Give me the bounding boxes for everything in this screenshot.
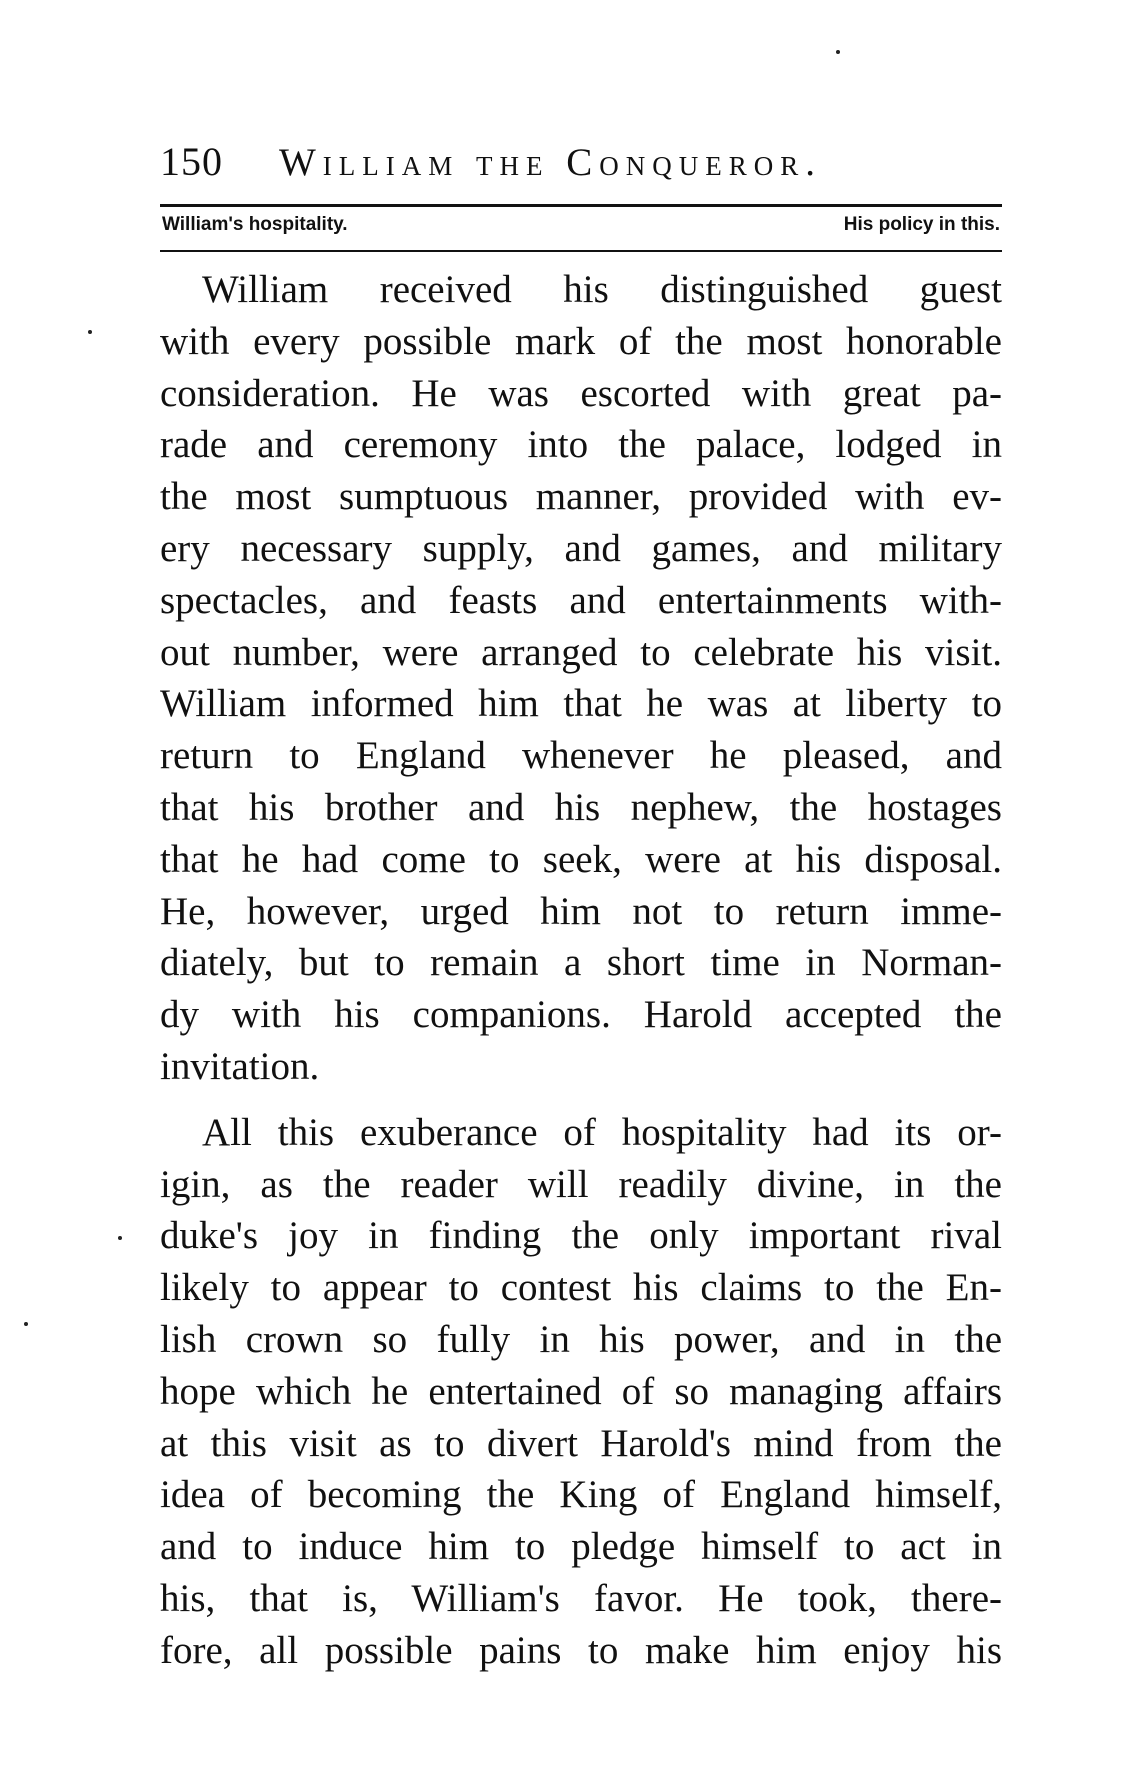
text-line: out number, were arranged to celebrate his visit. xyxy=(160,630,1002,674)
text-line: with every possible mark of the most honorable xyxy=(160,319,1002,363)
text-line: duke's joy in finding the only important rival xyxy=(160,1214,1002,1258)
text-line: consideration. He was escorted with great pa- xyxy=(160,371,1002,415)
paragraph-gap xyxy=(160,1093,1002,1107)
sidenote-left: William's hospitality. xyxy=(162,214,348,235)
text-line: ery necessary supply, and games, and military xyxy=(160,526,1002,570)
sidenote-right: His policy in this. xyxy=(843,214,1000,235)
print-speck xyxy=(118,1236,122,1240)
text-line: igin, as the reader will readily divine, in the xyxy=(160,1162,1002,1206)
text-line: spectacles, and feasts and entertainments with- xyxy=(160,578,1002,622)
print-speck xyxy=(836,50,840,54)
text-line: lish crown so fully in his power, and in the xyxy=(160,1317,1002,1361)
text-line: fore, all possible pains to make him enjoy his xyxy=(160,1628,1002,1672)
text-line: hope which he entertained of so managing affairs xyxy=(160,1369,1002,1413)
text-line: his, that is, William's favor. He took, there- xyxy=(160,1576,1002,1620)
text-line: that his brother and his nephew, the hostages xyxy=(160,785,1002,829)
text-line: William informed him that he was at liberty to xyxy=(160,682,1002,726)
body-text xyxy=(160,264,1002,1677)
text-line: invitation. xyxy=(160,1044,320,1088)
print-speck xyxy=(88,330,92,334)
header-rule-top xyxy=(160,204,1002,207)
text-line: and to induce him to pledge himself to act in xyxy=(160,1525,1002,1569)
text-line: likely to appear to contest his claims to the En- xyxy=(160,1266,1002,1310)
text-line: dy with his companions. Harold accepted the xyxy=(160,993,1002,1037)
text-line: that he had come to seek, were at his disposal. xyxy=(160,837,1002,881)
text-line: He, however, urged him not to return imme- xyxy=(160,889,1002,933)
print-speck xyxy=(24,1322,28,1326)
header-rule-bottom xyxy=(160,250,1002,252)
text-line: idea of becoming the King of England himself, xyxy=(160,1473,1002,1517)
running-title: William the Conqueror. xyxy=(279,141,823,184)
marginal-notes xyxy=(162,214,1000,244)
text-line: diately, but to remain a short time in Norman- xyxy=(160,941,1002,985)
text-line: the most sumptuous manner, provided with ev- xyxy=(160,475,1002,519)
text-line: at this visit as to divert Harold's mind from the xyxy=(160,1421,1002,1465)
page-number: 150 xyxy=(160,139,223,184)
text-line: return to England whenever he pleased, and xyxy=(160,734,1002,778)
text-line: All this exuberance of hospitality had its or- xyxy=(202,1110,1002,1154)
text-line: William received his distinguished guest xyxy=(202,268,1002,311)
page-header xyxy=(160,138,1002,198)
text-line: rade and ceremony into the palace, lodged in xyxy=(160,423,1002,467)
